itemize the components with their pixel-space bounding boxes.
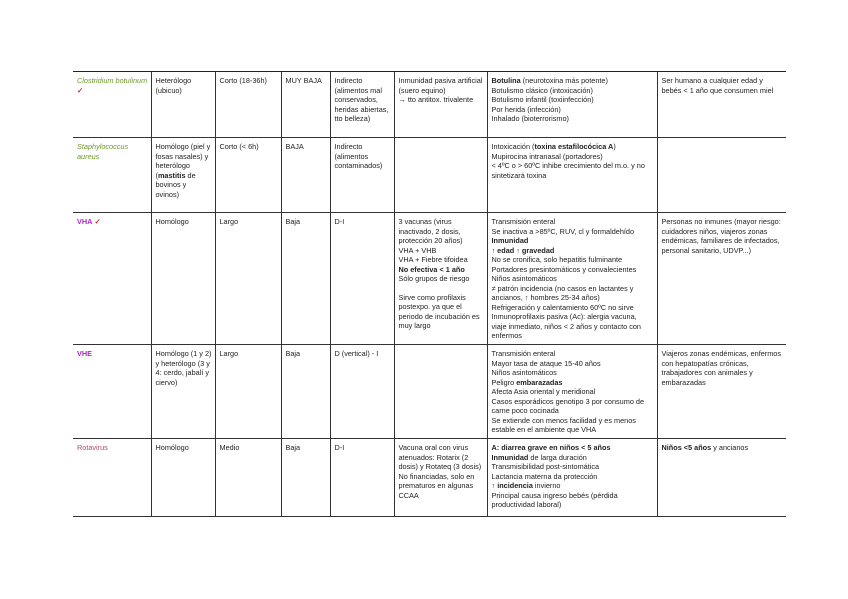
prevention-cell <box>394 345 487 439</box>
risk-text: Ser humano a cualquier edad y bebés < 1 año que consumen miel <box>661 76 774 95</box>
pathogen-name: Clostridium botulinum <box>77 76 148 85</box>
table-row <box>73 345 786 439</box>
clinical-cell <box>487 345 657 439</box>
risk-text: y ancianos <box>711 443 749 452</box>
contagion-text: Baja <box>285 443 301 452</box>
clinical-line <box>492 481 654 491</box>
table-row <box>73 138 786 213</box>
host-cell <box>151 138 215 213</box>
incubation-cell <box>215 138 281 213</box>
transmission-text: D-I <box>334 217 345 226</box>
clinical-line: ≠ patrón incidencia (no casos en lactantes y ancianos, ↑ hombres 25-34 años) <box>491 283 634 302</box>
risk-text: Viajeros zonas endémicas, enfermos con hepatopatías crónicas, trabajadores con animales y embarazadas <box>661 349 782 387</box>
check-mark: ✓ <box>77 85 84 95</box>
clinical-line: ↑ edad ↑ gravedad <box>491 245 555 255</box>
prevention-cell <box>394 72 487 138</box>
transmission-cell <box>330 345 394 439</box>
check-mark: ✓ <box>94 217 101 226</box>
clinical-line: Lactancia materna da protección <box>491 471 598 481</box>
prevention-line: → tto antitox. trivalente <box>398 95 474 104</box>
clinical-line: Niños asintomáticos <box>491 274 557 283</box>
clinical-line: Transmisibilidad post-sintomática <box>491 462 600 471</box>
host-text: Homólogo (piel y fosas nasales) y heterólogo ( <box>155 142 211 180</box>
clinical-bold: embarazadas <box>516 377 563 387</box>
incubation-text: Medio <box>219 443 240 452</box>
prevention-line: Sólo grupos de riesgo <box>398 274 470 283</box>
risk-cell <box>657 345 786 439</box>
spacer <box>399 284 484 293</box>
clinical-line: Niños asintomáticos <box>491 368 557 377</box>
contagion-text: Baja <box>285 217 301 226</box>
pathogen-name-cell <box>73 213 151 345</box>
clinical-line: Inmunidad <box>491 236 529 245</box>
risk-cell <box>657 72 786 138</box>
clinical-line: Principal causa ingreso bebés (pérdida productividad laboral) <box>491 490 618 509</box>
transmission-text: Indirecto (alimentos mal conservados, heridas abiertas, tto belleza) <box>334 76 389 123</box>
host-text: Heterólogo (ubicuo) <box>155 76 192 95</box>
host-cell <box>151 72 215 138</box>
pathogen-name: Rotavirus <box>77 443 108 452</box>
contagion-cell <box>281 345 330 439</box>
clinical-cell <box>487 213 657 345</box>
pathogen-name-cell <box>73 439 151 517</box>
clinical-line: Mayor tasa de ataque 15-40 años <box>491 358 601 368</box>
table-row <box>73 72 786 138</box>
contagion-cell <box>281 138 330 213</box>
clinical-text: de larga duración <box>528 452 587 462</box>
transmission-cell <box>330 72 394 138</box>
clinical-line: Se extiende con menos facilidad y es menos estable en el ambiente que VHA <box>491 415 636 434</box>
clinical-cell <box>487 439 657 517</box>
host-text: Homólogo <box>155 443 189 452</box>
table-row <box>73 439 786 517</box>
incubation-cell <box>215 439 281 517</box>
clinical-line: A: diarrea grave en niños < 5 años <box>491 443 611 452</box>
prevention-line: VHA + Fiebre tifoidea <box>398 255 468 264</box>
clinical-bold: Inmunidad <box>491 452 529 462</box>
prevention-line: 3 vacunas (virus inactivado, 2 dosis, protección 20 años) <box>398 217 463 245</box>
host-text: Homólogo <box>155 217 189 226</box>
prevention-text: Vacuna oral con virus atenuados: Rotarix (2 dosis) y Rotateq (3 dosis) No financiadas, solo en prematuros en algunas CCAA <box>398 443 482 500</box>
contagion-text: BAJA <box>285 142 304 151</box>
clinical-line: Portadores presintomáticos y convalecientes <box>491 264 637 274</box>
incubation-text: Largo <box>219 217 239 226</box>
clinical-line: Afecta Asia oriental y meridional <box>491 387 596 396</box>
incubation-text: Corto (< 6h) <box>219 142 259 151</box>
host-bold: mastitis <box>157 170 186 180</box>
transmission-cell <box>330 213 394 345</box>
pathogen-name: VHA <box>77 217 93 226</box>
transmission-text: D (vertical) - I <box>334 349 379 358</box>
contagion-text: Baja <box>285 349 301 358</box>
contagion-cell <box>281 72 330 138</box>
clinical-bold: Botulina <box>491 76 521 85</box>
incubation-text: Largo <box>219 349 239 358</box>
pathogen-name-cell <box>73 345 151 439</box>
clinical-line <box>492 142 654 152</box>
clinical-line: Botulismo infantil (toxiinfección) <box>491 95 594 104</box>
clinical-line <box>492 76 654 86</box>
incubation-cell <box>215 345 281 439</box>
incubation-cell <box>215 72 281 138</box>
host-cell <box>151 213 215 345</box>
risk-bold: Niños <5 años <box>661 443 712 452</box>
clinical-line: No se croniﬁca, solo hepatitis fulminante <box>491 255 623 264</box>
prevention-line: VHA + VHB <box>398 245 437 255</box>
clinical-line: Inmunoprofilaxis pasiva (Ac): alergia vacuna, viaje inmediato, niños < 2 años y contacto con enfermos <box>491 312 641 340</box>
prevention-cell <box>394 138 487 213</box>
contagion-cell <box>281 439 330 517</box>
pathogen-table <box>73 71 786 517</box>
contagion-cell <box>281 213 330 345</box>
clinical-bold: incidencia <box>497 481 533 490</box>
clinical-text: Peligro <box>491 377 517 387</box>
clinical-line <box>492 378 654 388</box>
prevention-line: Inmunidad pasiva artificial (suero equino) <box>398 76 483 95</box>
prevention-cell <box>394 439 487 517</box>
host-text: de bovinos y ovinos) <box>155 170 196 199</box>
clinical-bold: toxina estafilocócica A <box>534 142 614 151</box>
clinical-line: < 4ºC o > 60ºC inhibe crecimiento del m.o. y no sintetizará toxina <box>491 161 645 180</box>
risk-cell <box>657 138 786 213</box>
incubation-cell <box>215 213 281 345</box>
risk-cell <box>657 439 786 517</box>
host-text: Homólogo (1 y 2) y heterólogo (3 y 4: cerdo, jabalí y ciervo) <box>155 349 212 387</box>
transmission-cell <box>330 138 394 213</box>
incubation-text: Corto (18-36h) <box>219 76 267 85</box>
clinical-text: Intoxicación ( <box>491 142 535 151</box>
clinical-text: (neurotoxina más potente) <box>520 76 608 85</box>
clinical-line: Transmisión enteral <box>491 217 556 226</box>
clinical-line: Refrigeración y calentamiento 60ºC no sirve <box>491 302 634 312</box>
pathogen-name-cell <box>73 72 151 138</box>
risk-cell <box>657 213 786 345</box>
clinical-cell <box>487 138 657 213</box>
clinical-cell <box>487 72 657 138</box>
clinical-line: Transmisión enteral <box>491 349 556 358</box>
host-cell <box>151 345 215 439</box>
clinical-line: Mupirocina intranasal (portadores) <box>491 151 603 161</box>
transmission-text: D-I <box>334 443 345 452</box>
prevention-line: No efectiva < 1 año <box>398 264 465 274</box>
clinical-text: ) <box>613 142 616 151</box>
pathogen-name: Staphylococcus aureus <box>77 142 129 161</box>
prevention-cell <box>394 213 487 345</box>
clinical-line: Casos esporádicos genotipo 3 por consumo de carne poco cocinada <box>491 396 645 415</box>
clinical-text: ↑ <box>491 481 498 490</box>
clinical-line: Se inactiva a >85ºC, RUV, cl y formaldehído <box>491 226 635 236</box>
clinical-line: Inhalado (bioterrorismo) <box>491 114 569 123</box>
pathogen-name-cell <box>73 138 151 213</box>
prevention-line: Sirve como profilaxis postexpo. ya que el periodo de incubación es muy largo <box>398 292 480 330</box>
transmission-text: Indirecto (alimentos contaminados) <box>334 142 383 170</box>
risk-text: Personas no inmunes (mayor riesgo: cuidadores niños, viajeros zonas endémicas, familiares de infectados, personal sanitario, UDVP...) <box>661 217 781 255</box>
host-cell <box>151 439 215 517</box>
clinical-line <box>492 453 654 463</box>
contagion-text: MUY BAJA <box>285 76 322 85</box>
clinical-text: invierno <box>532 481 561 490</box>
clinical-line: Botulismo clásico (intoxicación) <box>491 85 593 95</box>
transmission-cell <box>330 439 394 517</box>
clinical-line: Por herida (infección) <box>491 104 561 114</box>
table-row <box>73 213 786 345</box>
pathogen-name: VHE <box>77 349 93 358</box>
